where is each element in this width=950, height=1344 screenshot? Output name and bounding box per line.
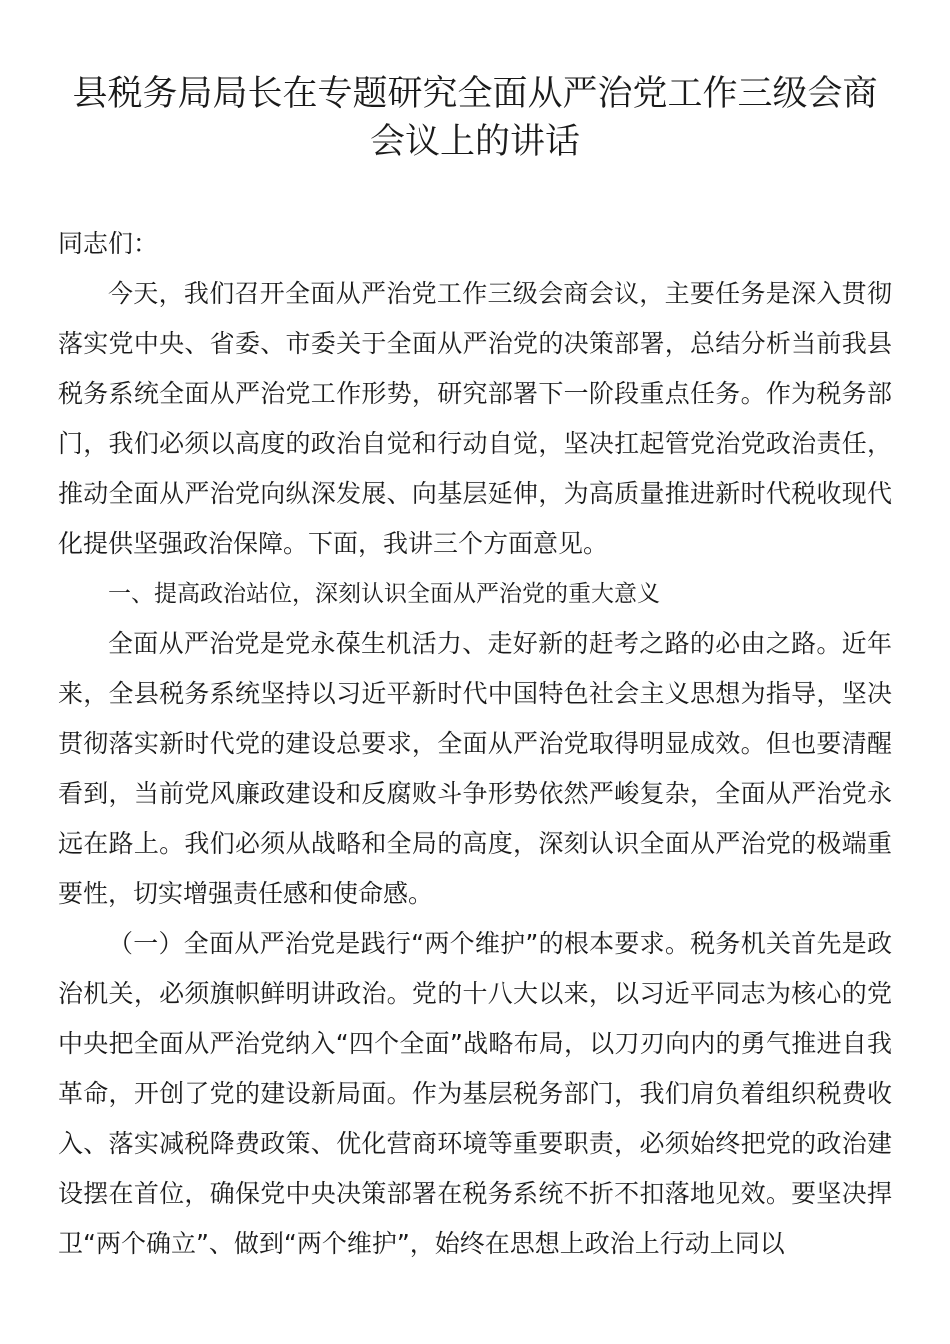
paragraph-intro: 今天，我们召开全面从严治党工作三级会商会议，主要任务是深入贯彻落实党中央、省委、市委关于全面从严治党的决策部署，总结分析当前我县税务系统全面从严治党工作形势，研究部署下一阶段重点任务。作为税务部门，我们必须以高度的政治自觉和行动自觉，坚决扛起管党治党政治责任，推动全面从严治党向纵深发展、向基层延伸，为高质量推进新时代税收现代化提供坚强政治保障。下面，我讲三个方面意见。 xyxy=(58,279,892,558)
document-title: 县税务局局长在专题研究全面从严治党工作三级会商会议上的讲话 xyxy=(72,74,878,162)
paragraph-section-1: 全面从严治党是党永葆生机活力、走好新的赶考之路的必由之路。近年来，全县税务系统坚持以习近平新时代中国特色社会主义思想为指导，坚决贯彻落实新时代党的建设总要求，全面从严治党取得明显成效。但也要清醒看到，当前党风廉政建设和反腐败斗争形势依然严峻复杂，全面从严治党永远在路上。我们必须从战略和全局的高度，深刻认识全面从严治党的极端重要性，切实增强责任感和使命感。 xyxy=(58,629,892,908)
salutation: 同志们： xyxy=(58,229,159,258)
section-heading-1: 一、提高政治站位，深刻认识全面从严治党的重大意义 xyxy=(108,581,660,607)
paragraph-subsection-1: （一）全面从严治党是践行“两个维护”的根本要求。税务机关首先是政治机关，必须旗帜鲜明讲政治。党的十八大以来，以习近平同志为核心的党中央把全面从严治党纳入“四个全面”战略布局，以刀刃向内的勇气推进自我革命，开创了党的建设新局面。作为基层税务部门，我们肩负着组织税费收入、落实减税降费政策、优化营商环境等重要职责，必须始终把党的政治建设摆在首位，确保党中央决策部署在税务系统不折不扣落地见效。要坚决捍卫“两个确立”、做到“两个维护”，始终在思想上政治上行动上同以 xyxy=(58,929,892,1258)
document-body xyxy=(58,219,892,1269)
